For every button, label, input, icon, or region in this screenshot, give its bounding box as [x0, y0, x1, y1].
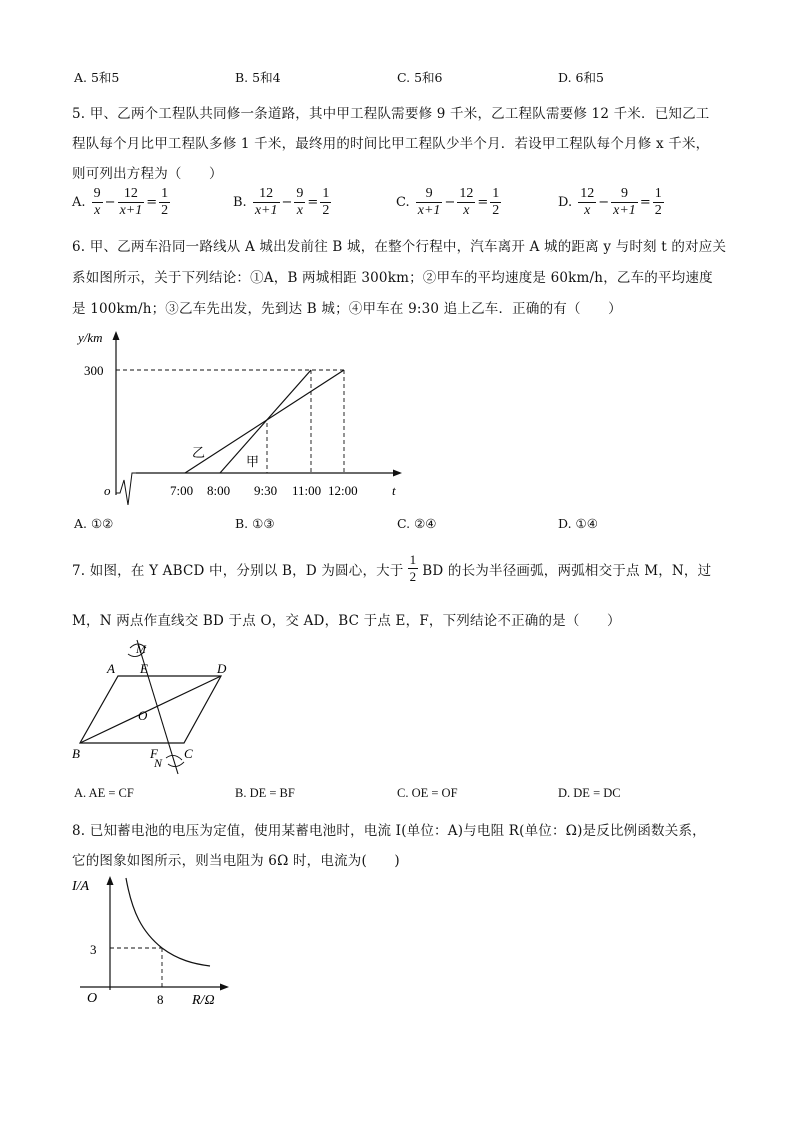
- label-f: F: [150, 746, 158, 761]
- q5-line-3: 则可列出方程为（ ）: [72, 166, 223, 182]
- label-m: M: [136, 642, 146, 656]
- q5-option-a[interactable]: A. $\frac{9}{x}$ − $\frac{12}{x+1}$ = $\frac{1}{2}$: [72, 186, 169, 218]
- q7-line-2: M，N 两点作直线交 BD 于点 O，交 AD，BC 于点 E，F，下列结论不正确的是（ ）: [72, 613, 621, 629]
- q7-option-a[interactable]: A. AE = CF: [74, 786, 134, 800]
- q7-option-d[interactable]: D. DE = DC: [558, 786, 621, 800]
- line-jia: [220, 370, 311, 473]
- x-tick-800: 8:00: [207, 483, 231, 498]
- q7-options: [74, 786, 754, 806]
- q6-line-1: 6. 甲、乙两车沿同一路线从 A 城出发前往 B 城，在整个行程中，汽车离开 A 城的距离 y 与时刻 t 的对应关: [72, 239, 727, 255]
- q7-option-c[interactable]: C. OE = OF: [397, 786, 458, 800]
- q8-line-2: 它的图象如图所示，则当电阻为 6Ω 时，电流为( ): [72, 853, 400, 869]
- y-axis-label: y/km: [78, 330, 103, 345]
- inverse-curve: [126, 878, 210, 966]
- label-n: N: [154, 756, 163, 770]
- label-yi: 乙: [192, 445, 206, 460]
- q6-distance-time-graph: [70, 325, 410, 505]
- label-e: E: [140, 661, 148, 676]
- line-yi: [185, 370, 344, 473]
- label-jia: 甲: [246, 454, 260, 469]
- q7-option-b[interactable]: B. DE = BF: [235, 786, 295, 800]
- label-a: A: [107, 661, 115, 676]
- x-axis-arrow-icon: [220, 984, 229, 991]
- origin-label: O: [87, 991, 98, 1006]
- q6-line-3: 是 100km/h；③乙车先出发，先到达 B 城；④甲车在 9:30 追上乙车．正确的有（ ）: [72, 301, 622, 317]
- q7-line-1: 7. 如图，在 Y ABCD 中，分别以 B，D 为圆心，大于 $\frac{1}{2}$ BD 的长为半径画弧，两弧相交于点 M，N，过: [72, 552, 712, 584]
- q4-option-a[interactable]: A. 5和5: [74, 70, 120, 85]
- q5-option-d[interactable]: D. $\frac{12}{x}$ − $\frac{9}{x+1}$ = $\frac{1}{2}$: [558, 186, 662, 218]
- label-d: D: [217, 661, 227, 676]
- q8-line-1: 8. 已知蓄电池的电压为定值，使用某蓄电池时，电流 I(单位：A)与电阻 R(单位：Ω)是反比例函数关系，: [72, 823, 706, 839]
- y-tick-300: 300: [84, 363, 104, 378]
- y-axis-label: I/A: [72, 879, 90, 894]
- x-axis-label: R/Ω: [192, 993, 215, 1008]
- y-axis-arrow-icon: [113, 331, 120, 340]
- q5-option-b[interactable]: B. $\frac{12}{x+1}$ − $\frac{9}{x}$ = $\frac{1}{2}$: [233, 186, 330, 218]
- x-axis-arrow-icon: [393, 470, 402, 477]
- q8-inverse-graph: [70, 872, 240, 1012]
- y-tick-3: 3: [90, 942, 97, 957]
- q7-parallelogram-figure: [66, 636, 246, 776]
- label-o: O: [138, 708, 148, 723]
- q4-option-b[interactable]: B. 5和4: [235, 70, 281, 85]
- q6-option-d[interactable]: D. ①④: [558, 516, 598, 531]
- q6-option-c[interactable]: C. ②④: [397, 516, 437, 531]
- y-axis-arrow-icon: [107, 876, 114, 885]
- label-c: C: [184, 746, 193, 761]
- q6-options: [74, 516, 754, 536]
- label-b: B: [72, 746, 80, 761]
- q5-line-2: 程队每个月比甲工程队多修 1 千米，最终用的时间比甲工程队少半个月．若设甲工程队每个月修 x 千米，: [72, 136, 710, 152]
- x-tick-700: 7:00: [170, 483, 194, 498]
- q4-option-c[interactable]: C. 5和6: [397, 70, 443, 85]
- x-tick-1200: 12:00: [328, 483, 358, 498]
- x-tick-8: 8: [157, 992, 164, 1007]
- x-axis-label: t: [392, 483, 396, 498]
- axis-break: [116, 473, 136, 505]
- q5-option-c[interactable]: C. $\frac{9}{x+1}$ − $\frac{12}{x}$ = $\frac{1}{2}$: [396, 186, 500, 218]
- q5-line-1: 5. 甲、乙两个工程队共同修一条道路，其中甲工程队需要修 9 千米，乙工程队需要修 12 千米．已知乙工: [72, 106, 710, 122]
- origin-label: o: [104, 483, 111, 498]
- q6-option-b[interactable]: B. ①③: [235, 516, 275, 531]
- diagonal-bd: [80, 676, 221, 743]
- q4-option-d[interactable]: D. 6和5: [558, 70, 604, 85]
- q6-option-a[interactable]: A. ①②: [74, 516, 114, 531]
- q6-line-2: 系如图所示，关于下列结论：①A，B 两城相距 300km；②甲车的平均速度是 60km/h，乙车的平均速度: [72, 270, 713, 286]
- x-tick-1100: 11:00: [292, 483, 322, 498]
- q4-options: [74, 68, 754, 88]
- x-tick-930: 9:30: [254, 483, 278, 498]
